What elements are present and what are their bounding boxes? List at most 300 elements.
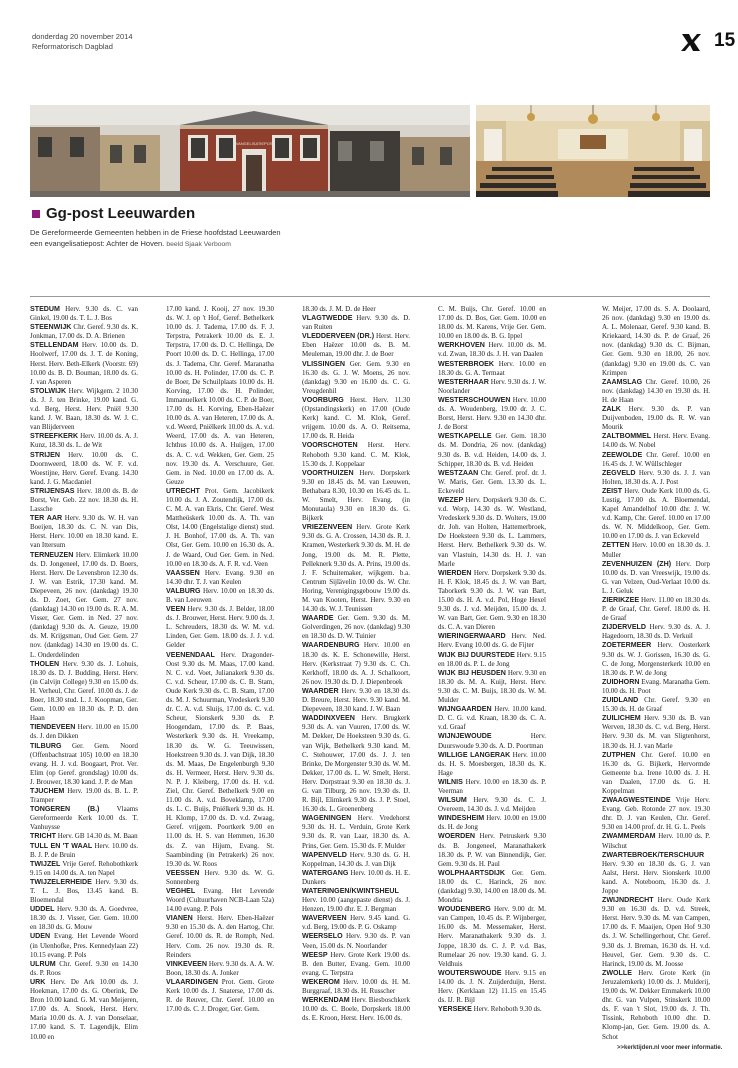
place-name: WIJNGAARDEN: [438, 705, 492, 714]
place-name: WAPENVELD: [302, 850, 347, 859]
place-name: VAASSEN: [166, 568, 200, 577]
service-times: Herv. 10.00 ds. D. Hoolwerf, 17.00 ds. J. T. de Koning, Herst. Herv. Beth-Elkerk (Voorstr. 69) 10.00 ds. B. D. Bouman, 18.00 ds. G. J. van Asperen: [30, 341, 138, 386]
listing-entry: [302, 614, 410, 641]
service-times: Herv. Biesboschkerk 10.00 ds. C. Boele, Dorpskerk 18.00 ds. E. Kroon, Herst. Herv. 16.00 ds.: [302, 996, 410, 1023]
place-name: ZWAMMERDAM: [602, 832, 656, 841]
service-times: Herv. 10.00 en 18.30 ds. G. A. Termaat: [438, 359, 546, 377]
listing-entry: [166, 487, 274, 569]
listing-entry: [30, 832, 138, 841]
service-times: Ger. Gem. Noord (Offenbachstraat 105) 10.00 en 18.30 evang. H. J. v.d. Boogaart, Prot. Ver. Elim (op Geref. grondslag) 10.00 ds. J. Brouwer, 18.30 kand. J. P. de Man: [30, 741, 138, 786]
listing-entry: [602, 623, 710, 641]
place-name: VOORTHUIZEN: [302, 468, 354, 477]
service-times: Ger. Gem. 9.30 en 16.30 ds. G. J. W. Moens, 26 nov. (dankdag) 9.30 en 16.00 ds. C. G. Vreugdenhil: [302, 359, 410, 395]
service-times: Vlaams Gereformeerde Kerk 10.00 ds. T. Vanhuysse: [30, 805, 138, 832]
building-photo: [30, 105, 470, 197]
service-times: Herv. De Ark 10.00 ds. J. Hoekman, 17.00 ds. G. Oberink, De Bron 10.00 kand. G. M. van Meijeren, 17.00 ds. A. Snoek, Herst. Herv. Maria 10.00 ds. A. J. van Donselaar, 17.00 kand. S. T. Lagendijk, Elim 10.00 en: [30, 977, 138, 1041]
listing-entry: [30, 432, 138, 450]
place-name: ZWOLLE: [602, 968, 632, 977]
place-name: TIENDEVEEN: [30, 723, 76, 732]
listing-column-4: [438, 305, 546, 1045]
service-times: Herv. 9.30 ds. P. van Duijvenboden, 19.00 ds. R. W. van Mourik: [602, 405, 710, 432]
listing-entry: [438, 869, 546, 905]
service-times: Herv. 9.30 ds. J. Belder, 18.00 ds. J. Brouwer, Herst. Herv. 9.00 ds. J. L. Schreuders, 18.30 ds. W. M. v.d. Linden, Ger. Gem. 18.00 ds. J. J. v.d. Gelder: [166, 605, 274, 650]
listing-entry: [166, 978, 274, 1014]
service-times: Herst. Herv. Eben-Haëzer 9.30 en 15.30 ds. A. den Hartog, Chr. Geref. 10.00 ds. R. de Romph, Ned. Herv. Com. 26 nov. 19.30 ds. R. Reinders: [166, 914, 274, 959]
service-times: Herv. Elimkerk 10.00 ds. D. Jongeneel, 17.00 ds. D. Boers, Herst. Herv. De Levensbron 12.30 ds. J. W. van Estrik, 17.30 kand. M. Diepeveen, 26 nov. (dankdag) 19.30 ds. D. Zoet, Ger. Gem. 27 nov. (dankdag) 14.30 en 19.00 ds. R. A. M. Visser, Ger. Gem. in Ned. 27 nov. (dankdag) 9.30 ds. A. Geuze, 19.00 ds. M. Krijgsman, Oud Ger. Gem. 27 nov. (dankdag) 14.30 en 19.00 ds. C. L. Onderdelinden: [30, 550, 138, 659]
listing-entry: [602, 641, 710, 677]
listing-entry: [302, 360, 410, 396]
service-times: Herv. 9.30 ds. W. G. Sonnenberg: [166, 868, 274, 886]
page-number: 15: [714, 30, 736, 51]
service-times: Herv. 9.30 ds. P. van Veen, 15.00 ds. N. Noorlander: [302, 932, 410, 950]
listing-entry: [30, 387, 138, 432]
listing-entry: [438, 496, 546, 569]
newspaper-name: Reformatorisch Dagblad: [32, 42, 113, 51]
listing-entry: [30, 341, 138, 386]
service-times: Herv. Ned. Herv. Evang 10.00 ds. G. de Fijter: [438, 632, 546, 650]
place-name: VLAGTWEDDE: [302, 314, 353, 323]
listing-entry: [302, 914, 410, 932]
listing-entry: [30, 323, 138, 341]
listing-entry: [30, 742, 138, 787]
listing-entry: [302, 932, 410, 950]
place-name: TERNEUZEN: [30, 550, 74, 559]
place-name: WESTKAPELLE: [438, 432, 492, 441]
service-times: Herv. 10.00 en 18.30 ds. B. van Leeuwen: [166, 586, 274, 604]
place-name: ZAAMSLAG: [602, 377, 643, 386]
listing-entry: [30, 960, 138, 978]
listing-entry: [438, 778, 546, 796]
listing-entry: [438, 651, 546, 669]
place-name: STREEFKERK: [30, 432, 79, 441]
place-name: ZWIJNDRECHT: [602, 896, 654, 905]
article-title: Gg-post Leeuwarden: [46, 205, 196, 222]
listing-entry: [166, 305, 274, 487]
place-name: WIJNJEWOUDE: [438, 732, 492, 741]
listing-entry: [302, 641, 410, 686]
service-times: Herv. Rehoboth 9.30 ds.: [473, 1005, 542, 1014]
service-times: Herv. 9.30 ds. W. H. van Boeijen, 18.30 ds. C. N. van Dis, Herst. Herv. 10.00 en 18.30 kand. E. van Ittersum: [30, 514, 138, 550]
service-times: Herv. 10.00 en 19.00 ds. H. de Jong: [438, 814, 546, 832]
listing-entry: [302, 523, 410, 614]
service-times: Herv. 10.00 en 18.30 ds. K. E. Schonewille, Herst. Herv. (Kerkstraat 7) 9.30 ds. C. Ch. Kerkhoff, 18.00 ds. A. J. Schalkoort, 26 nov. 19.30 ds. D. J. Diepenbroek: [302, 641, 410, 686]
service-times: Herv. Evang. 9.30 en 14.30 dhr. T. J. van Keulen: [166, 568, 274, 586]
listing-entry: [30, 487, 138, 514]
service-times: Ger. Gem. 18.00 ds. C. Harinck, 26 nov. (dankdag) 9.30, 14.00 en 18.00 ds. M. Mondria: [438, 868, 546, 905]
place-name: WEESP: [302, 950, 328, 959]
service-times: Herv. 9.30 en 18.30 ds. D. Breure, Herst. Herv. 9.30 kand. M. Diepeveen, 18.30 kand. J. W. Baan: [302, 686, 410, 714]
listing-entry: [438, 360, 546, 378]
listing-entry: [30, 514, 138, 550]
place-name: WIJK BIJ HEUSDEN: [438, 668, 506, 677]
service-times: Chr. Geref. prof. dr. J. W. Maris, Ger. Gem. 13.30 ds. L. Eckeveld: [438, 468, 546, 495]
listing-entry: [438, 751, 546, 778]
service-times: Herst. Herv. Evang. 14.00 ds. W. Nobel: [602, 432, 710, 450]
place-name: TWIJZELERHEIDE: [30, 877, 92, 886]
service-times: Herv. 10.00 ds. H. E. Dunkers: [302, 868, 410, 886]
place-name: VEEN: [166, 605, 186, 614]
service-times: Herv. Dorp 10.00 ds. D. van Vreeswijk, 19.00 ds. G. van Velzen, Oud-Verlaat 10.00 ds. L. J. Geluk: [602, 559, 710, 595]
listing-entry: [30, 723, 138, 741]
listing-entry: [602, 541, 710, 559]
place-name: WAARDENBURG: [302, 641, 360, 650]
listing-entry: [302, 332, 410, 359]
listing-entry: [602, 969, 710, 1042]
place-name: ZETTEN: [602, 541, 630, 550]
service-times: Herv. Duurswoude 9.30 ds. A. D. Poortman: [438, 732, 546, 750]
place-name: WOUTERSWOUDE: [438, 968, 502, 977]
listing-entry: [166, 569, 274, 587]
place-name: WERKENDAM: [302, 996, 350, 1005]
listing-entry: [438, 905, 546, 969]
listing-entry: [302, 978, 410, 996]
listing-entry: [438, 569, 546, 633]
listing-entry: [166, 960, 274, 978]
listing-column-2: [166, 305, 274, 1045]
listing-entry: [602, 469, 710, 487]
page-header: [30, 30, 736, 60]
service-times: Herv. 9.30 ds. A. Goedvree, 18.30 ds. J. Visser, Ger. Gem. 10.00 en 18.30 ds. G. Mouw: [30, 905, 138, 932]
listing-entry: [602, 451, 710, 469]
listing-entry: [166, 605, 274, 650]
service-times: Vrije Geref. Rehobothkerk 9.15 en 14.00 ds. A. ten Napel: [30, 859, 138, 877]
more-info-link[interactable]: >>kerktijden.nl voor meer informatie.: [617, 1045, 723, 1051]
place-name: ZEGVELD: [602, 468, 636, 477]
place-name: WIERDEN: [438, 568, 472, 577]
place-name: WESTERSCHOUWEN: [438, 395, 511, 404]
service-times: Herv. Wijkgem. 2 10.30 ds. J. J. ten Brinke, 19.00 kand. G. v.d. Berg, Herst. Herv. Pniël 9.30 kand. J. W. Baan, 18.30 ds. W. J. C. van Blijderveen: [30, 386, 138, 432]
listing-entry: [438, 705, 546, 732]
service-times: Herv. 19.00 ds. B. L. P. Tramper: [30, 786, 138, 805]
issue-date: donderdag 20 november 2014: [32, 32, 133, 41]
place-name: ZOETERMEER: [602, 641, 652, 650]
service-times: Herst. Herv. Rehoboth 9.30 kand. C. M. Klok, 15.30 ds. J. Koppelaar: [302, 441, 410, 468]
place-name: TJUCHEM: [30, 786, 65, 795]
place-name: WIERINGERWAARD: [438, 632, 506, 641]
photo-credit: beeld Sjaak Verboom: [166, 240, 231, 248]
service-times: Herv. 9.30 en 18.30 ds. G. J. van Aalst, Herst. Herv. Sionskerk 10.00 kand. A. Noteboom, 16.30 ds. J. Joppe: [602, 859, 710, 895]
photo-caption: [30, 228, 290, 250]
service-times: Herst. Herv. 11.30 (Opstandingskerk) en 17.00 (Oude Kerk) kand. C. M. Klok, Geref. vrijgem. 10.00 ds. A. O. Reitsema, 17.00 ds. R. Heida: [302, 395, 410, 441]
place-name: WILNIS: [438, 777, 463, 786]
listing-entry: [602, 405, 710, 432]
listing-entry: [30, 787, 138, 805]
listing-entry: [602, 596, 710, 623]
service-times: Herv. Dorpskerk 9.30 en 18.45 ds. M. van Leeuwen, Bethabara 8.30, 10.30 en 16.45 ds. L. W. Smelt, Herv. Evang. (in Monutaula) 9.30 en 18.30 ds. G. Bijkerk: [302, 468, 410, 523]
listing-entry: [30, 878, 138, 905]
place-name: VLAARDINGEN: [166, 977, 219, 986]
listing-entry: [602, 714, 710, 750]
service-times: Vrije Herv. Evang. Geb. Rotonde 27 nov. 19.30 dhr. D. J. van Keulen, Chr. Geref. 9.30 en 14.00 prof. dr. H. G. L. Peels: [602, 796, 710, 832]
service-times: Herv. 9.30 ds. J. W. Noorlander: [438, 377, 546, 395]
listing-entry: [438, 669, 546, 705]
service-times: Herv. Brugkerk 9.30 ds. A. van Vuuren, 17.00 ds. W. M. Dekker, De Hoeksteen 9.30 ds. G. van Wijk, Bethelkerk 9.30 kand. M. C. Stehouwer, 17.00 ds. J. J. ten Brinke, De Morgenster 9.30 ds. W. M. Dekker, 17.00 ds. L. W. Smelt, Herst. Herv. Dorpstraat 9.30 en 18.30 ds. J. G. van Tilburg, 26 nov. 19.30 ds. IJ. R. Bijl, Elimkerk 9.30 ds. J. P. Stoel, 16.30 ds. L. Groenenberg: [302, 714, 410, 814]
place-name: VEENENDAAL: [166, 650, 215, 659]
place-name: WILLIGE LANGERAK: [438, 750, 511, 759]
place-name: ZUIDLAND: [602, 696, 639, 705]
service-times: Herv. 9.30 ds. A. J. Hagedoorn, 18.30 ds. D. Verkuil: [602, 623, 710, 641]
listing-entry: [602, 432, 710, 450]
place-name: VRIEZENVEEN: [302, 523, 353, 532]
service-times: Herv. 9.45 kand. G. v.d. Berg, 19.00 ds. P. G. Oskamp: [302, 914, 410, 932]
place-name: ULRUM: [30, 959, 56, 968]
service-times: Prot. Gem. Jacobikerk 10.00 ds. J. A. Zoutendijk, 17.00 ds. C. M. A. van Ekris, Chr. Geref. West Mattheüskerk 10.00 ds. A. Th. van Olst, 14.00 (Engelstalige dienst) stud. J. H. Bonhof, 17.00 ds. A. Th. van Olst, Ger. Gem. 10.00 en 16.30 ds. A. J. de Waard, Oud Ger. Gem. in Ned. 10.00 en 18.30 ds. A. F. R. v.d. Veen: [166, 486, 274, 568]
listing-entry: [438, 1005, 546, 1014]
place-name: VOORSCHOTEN: [302, 441, 358, 450]
listing-column-1: [30, 305, 138, 1045]
place-name: THOLEN: [30, 659, 60, 668]
service-times: Herv. 9.15 en 18.00 ds. P. L. de Jong: [438, 650, 546, 668]
listing-entry: [438, 396, 546, 432]
service-times: Herv. GB 14.30 ds. M. Baan: [57, 832, 138, 841]
listing-entry: [602, 696, 710, 714]
listing-entry: [302, 687, 410, 714]
place-name: WAARDER: [302, 686, 339, 695]
service-times: Herv. Dorpskerk 9.30 ds. H. F. Klok, 18.45 ds. J. W. van Bart, Taborkerk 9.30 ds. J. W. van Bart, 15.00 ds. H. A. v.d. Pol, Hoge Hexel 9.30 ds. J. v.d. Meijden, 15.00 ds. J. W. van Bart, Ger. Gem. 9.30 en 18.30 ds. C. A. van Dieren: [438, 568, 546, 632]
listing-entry: [30, 551, 138, 660]
place-name: STEENWIJK: [30, 323, 72, 332]
service-times: 17.00 kand. J. Kooij, 27 nov. 19.30 ds. W. J. op 't Hof, Geref. Bethelkerk 10.00 ds. J. Tadema, 17.00 ds. F. J. Terpstra, Petrakerk 10.00 ds. E. J. Terpstra, 17.00 ds. D. C. Hellinga, De Poort 10.00 ds. D. C. Hellinga, 17.00 ds. J. Tadema, Chr. Geref. Maranatha 10.00 ds. H. Polinder, 17.00 ds. C. P. de Boer, De Schuilplaats 10.00 ds. H. Korving, 17.00 ds. H. Polinder, Immanuelkerk 10.00 ds. C. P. de Boer, 17.00 ds. H. Korving, Eben-Haëzer 10.00 ds. A. van Heteren, 17.00 ds. A. v.d. Weerd, Pniëlkerk 10.00 ds. A. v.d. Weerd, 17.00 ds. A. van Heteren, Ichthus 10.00 ds. A. Huijgen, 17.00 ds. A. C. v.d. Wekken, Ger. Gem. 25 nov. 19.30 ds. A. Verschuure, Ger. Gem. in Ned. 10.00 en 17.00 ds. A. Geuze: [166, 305, 274, 486]
service-times: Herv. Oosterkerk 9.30 ds. W. J. Gorissen, 16.30 ds. G. C. de Jong, Morgensterkerk 10.00 en 18.30 ds. P. W. de Jong: [602, 641, 710, 677]
listing-entry: [302, 469, 410, 524]
place-name: WINDESHEIM: [438, 814, 485, 823]
place-name: WOERDEN: [438, 832, 476, 841]
service-times: Herv. 9.30 ds. C. J. Overeem, 14.30 ds. J. v.d. Meijden: [438, 796, 546, 814]
place-name: WOUDENBERG: [438, 905, 491, 914]
service-times: Chr. Geref. 10.00, 26 nov. (dankdag) 14.30 en 19.30 ds. H. H. de Haan: [602, 377, 710, 404]
listing-column-3: [302, 305, 410, 1045]
place-name: WAGENINGEN: [302, 814, 352, 823]
listing-entry: [302, 396, 410, 441]
place-name: STEDUM: [30, 305, 60, 313]
service-times: Herv. 10.00 ds. C. Doornweerd, 18.00 ds. W. F. v.d. Woestijne, Herv. Geref. Evang. 14.30 kand. J. G. Macdaniel: [30, 450, 138, 486]
service-times: Herv. Grote Kerk 9.30 ds. G. A. Crossen, 14.30 ds. R. J. Kramen, Westerkerk 9.30 ds. M. H. de Jong, 19.00 ds. M. R. Plette, Pelleknerk 9.30 ds. A. Prins, 19.00 ds. J. F. Schuitemaker, wijkgem. b.a. Centrum Sijlävelin 10.00 ds. W. Chr. Horing, Verenigingsgebouw 19.00 ds. M. van Kooten, Herst. Herv. 9.30 en 14.30 ds. W. J. Teunissen: [302, 523, 410, 614]
service-times: Herv. 10.00 ds. A. J. Kunz, 18.30 ds. L. de Wit: [30, 432, 138, 450]
place-name: ZEIST: [602, 486, 623, 495]
place-name: WEKEROM: [302, 977, 340, 986]
place-name: STRIJEN: [30, 450, 60, 459]
service-times: Chr. Geref. 10.00 en 16.45 ds. J. W. Wüllschleger: [602, 450, 710, 468]
place-name: ZIERIKZEE: [602, 596, 640, 604]
listing-entry: [30, 932, 138, 959]
place-name: URK: [30, 977, 46, 986]
place-name: ZIJDERVELD: [602, 623, 647, 632]
listing-entry: [602, 851, 710, 896]
listing-entry: [166, 587, 274, 605]
listing-entry: [438, 796, 546, 814]
place-name: WIJK BIJ DUURSTEDE: [438, 650, 515, 659]
place-name: WESTZAAN: [438, 468, 479, 477]
place-name: WAVERVEEN: [302, 914, 347, 923]
listing-entry: [438, 378, 546, 396]
service-times: Herv. 9.30 ds. C. van Ginkel, 19.00 ds. T. L. J. Bos: [30, 305, 138, 323]
place-name: VINKEVEEN: [166, 959, 207, 968]
place-name: WEZEP: [438, 495, 464, 504]
service-times: Herst. Herv. Eben Haëzer 10.00 ds. B. M. Meuleman, 19.00 dhr. J. de Boer: [302, 332, 410, 359]
service-times: Herv. 9.30 ds. J. Lohuis, 18.30 ds. D. J. Budding, Herst. Herv. (in Calvijn College) 9.30 en 15.00 ds. H. Verheul, Chr. Geref. 10.00 ds. J. de Boer, 18.30 stud. L. J. Koopman, Ger. Gem. 10.00 en 18.30 ds. P. D. den Haan: [30, 659, 138, 723]
listing-entry: [602, 487, 710, 542]
listing-entry: [30, 978, 138, 1042]
article-title-row: [30, 205, 470, 227]
listing-entry: [602, 896, 710, 969]
listing-entry: [438, 305, 546, 341]
place-name: WAARDE: [302, 614, 334, 623]
listing-entry: [166, 651, 274, 869]
rd-x-logo-icon: [680, 32, 702, 52]
place-name: STRIJENSAS: [30, 486, 75, 495]
place-name: VLEDDERVEEN (DR.): [302, 332, 375, 341]
service-times: Herv. 10.00 en 15.00 ds. J. den Dikken: [30, 723, 138, 741]
listing-entry: [438, 432, 546, 468]
service-times: Herv. Dorpskerk 9.30 ds. C. v.d. Worp, 14.30 ds. W. Westland, Vredeskerk 9.30 ds. D. Wolters, 19.00 dr. Joh. van Holten, Hattemerbroek, De Hoeksteen 9.30 ds. L. Lammers, Herst. Herv. Bethelkerk 9.30 ds. W. van Vlastuin, 14.30 ds. H. J. van Marle: [438, 495, 546, 568]
service-times: Herv. 9.30 ds. A. A. W. Boon, 18.30 ds. A. Jonker: [166, 959, 274, 977]
place-name: ZUIDHORN: [602, 677, 640, 686]
listing-entry: [602, 751, 710, 796]
place-name: ZALTBOMMEL: [602, 432, 652, 441]
service-times: Herv. 9.30 ds. T. L. J. Bos, 13.45 kand. B. Bloemendal: [30, 877, 138, 905]
place-name: ZUILICHEM: [602, 714, 641, 723]
place-name: WADDINXVEEN: [302, 714, 355, 723]
service-times: Chr. Geref. 9.30 ds. K. Jonkman, 17.00 ds. D. A. Brienen: [30, 323, 138, 341]
interior-photo: [476, 105, 710, 197]
place-name: TONGEREN (B.): [30, 805, 100, 814]
service-times: Herv. Oude Kerk 9.30 en 16.30 ds. D. v.d. Streek, Herst. Herv. 9.30 ds. M. van Campen, 17.00 ds. F. Maaijen, Open Hof 9.30 ds. J. W. Schellingerhout, Chr. Geref. 9.30 ds. J. Breman, 16.30 ds. H. v.d. Heuvel, Ger. Gem. 9.30 ds. C. Harinck, 19.00 ds. M. Joosse: [602, 896, 710, 968]
listing-entry: [302, 814, 410, 850]
place-name: ZEVENHUIZEN (ZH): [602, 559, 672, 568]
caption-text: De Gereformeerde Gemeenten hebben in de Friese hoofdstad Leeuwarden een evangelisatiepost: Achter de Hoven.: [30, 228, 281, 248]
listing-entry: [602, 832, 710, 850]
listing-entry: [30, 842, 138, 860]
place-name: ZWAAGWESTEINDE: [602, 796, 671, 805]
place-name: WOLPHAARTSDIJK: [438, 868, 505, 877]
listing-entry: [166, 869, 274, 887]
title-marker: [32, 210, 40, 218]
listing-entry: [302, 951, 410, 978]
listing-entry: [602, 678, 710, 696]
service-times: Herv. 10.00 ds. H. S. Moesbergen, 18.30 ds. K. Hage: [438, 750, 546, 777]
service-times: Herv. 10.00 ds. P. Wilschut: [602, 832, 710, 850]
place-name: WESTERHAAR: [438, 377, 489, 386]
service-times: Herv. 10.00 ds. A. Woudenberg, 19.00 dr. J. C. Borst, Herst. Herv. 9.30 en 14.30 dhr. J. de Borst: [438, 395, 546, 432]
place-name: WILSUM: [438, 796, 467, 805]
listing-entry: [602, 305, 710, 378]
section-divider: [30, 296, 710, 297]
place-name: YERSEKE: [438, 1005, 472, 1014]
listing-entry: [30, 660, 138, 724]
place-name: WATERINGEN/KWINTSHEUL: [302, 887, 399, 895]
listing-entry: [602, 560, 710, 596]
listing-entry: [438, 632, 546, 650]
service-times: Herv. Dragonder-Oost 9.30 ds. M. Maas, 17.00 kand. N. C. v.d. Voet, Julianakerk 9.30 ds. C. v.d. Scheur, 17.00 ds. C. B. Stam, Oude Kerk 9.30 ds. C. B. Stam, 17.00 ds. M. J. Schuurman, Vredeskerk 9.30 dr. C. A. v.d. Sluijs, 17.00 ds. C. v.d. Scheur, Sionskerk 9.30 ds. P. Hoogendam, 17.00 ds. P. Baas, Westerkerk 9.30 ds. H. Vreekamp, 18.30 ds. W. G. Teeuwissen, Hoekstreen 9.30 ds. J. van Dijk, 18.30 ds. M. Maas, De Engelenburgh 9.30 ds. H. Vermeer, Herst. Herv. 9.30 ds. N. P. J. Kleiberg, 17.00 ds. H. v.d. Ziel, Chr. Geref. Bethelkerk 9.00 en 11.00 ds. A. v.d. Boveklamp, 17.00 ds. L. C. Buijs, Pniëlkerk 9.30 ds. H. H. Klomp, 17.00 ds. D. v.d. Zwaag, Geref. vrijgem. Poortkerk 9.00 en 11.00 ds. H. S. van Hemmen, 16.30 ds. Z. van Hijum, Evang. St. Saambinding (in Petrakerk) 26 nov. 19.30 ds. W. Roos: [166, 650, 274, 868]
place-name: TULL EN 'T WAAL: [30, 841, 93, 850]
place-name: STOLWIJK: [30, 386, 67, 395]
service-times: Herv. Grote Kerk (in Jeruzalemkerk) 10.00 ds. J. Mulderij, 19.00 ds. W. Dekker Emmakerk 10.00 dhr. G. van Vulpen, Stinskerk 10.00 ds. F. van 't Slot, 19.00 ds. J. Th. Tissink, Rehoboth 10.00 dhr. D. Klomp-jan, Ger. Gem. 19.00 ds. A. Schot: [602, 968, 710, 1041]
listing-entry: [30, 805, 138, 832]
listing-entry: [302, 305, 410, 314]
place-name: ZALK: [602, 405, 621, 414]
service-times: Herv. 10.00 ds. B. J. P. de Bruin: [30, 841, 138, 859]
place-name: TWIJZEL: [30, 859, 61, 868]
listing-entry: [302, 441, 410, 468]
service-times: Evang. Het Levende Woord (Cultuurhaven NCB-Laan 52a) 14.00 evang. P. Pols: [166, 887, 274, 914]
place-name: WESTERBROEK: [438, 359, 494, 368]
listing-entry: [302, 714, 410, 814]
listing-entry: [30, 860, 138, 878]
service-times: Herv. 9.30 ds. J. J. van Holten, 18.30 ds. A. J. Post: [602, 468, 710, 486]
building-sign: EVANGELISATIEPOST: [233, 141, 275, 146]
service-times: Herv. 9.30 ds. G. H. Koppelman, 14.30 ds. J. van Dijk: [302, 850, 410, 868]
listing-entry: [602, 796, 710, 832]
place-name: ZEEWOLDE: [602, 450, 643, 459]
listing-entry: [30, 451, 138, 487]
service-times: Herv. 10.00 ds. H. M. Burggraaf, 18.30 ds. H. Russcher: [302, 977, 410, 996]
place-name: STELLENDAM: [30, 341, 79, 350]
service-times: Herv. 10.00 kand. D. C. G. v.d. Kraan, 18.30 ds. C. A. v.d. Graaf: [438, 705, 546, 732]
listing-entry: [166, 887, 274, 914]
place-name: VEESSEN: [166, 868, 200, 877]
service-times: Herv. 9.00 dr. M. van Campen, 10.45 ds. P. Wijnberger, 16.00 ds. M. Messemaker, Herst. Herv. Maranathakerk 9.30 ds. J. Joppe, 18.30 ds. C. J. P. v.d. Bas, Rumelaar 26 nov. 19.30 kand. G. J. Veldhuis: [438, 905, 546, 968]
listing-entry: [438, 832, 546, 868]
place-name: ZWARTEBROEK/TERSCHUUR: [602, 850, 705, 859]
service-times: Herv. Petruskerk 9.30 ds. B. Jongeneel, Maranathakerk 18.30 ds. P. W. van Binnendijk, Ger. Gem. 9.30 ds. H. Paul: [438, 832, 546, 868]
church-interior-illustration: [476, 105, 710, 197]
place-name: TRICHT: [30, 832, 57, 841]
service-times: Chr. Geref. 9.30 en 15.30 ds. H. de Graaf: [602, 696, 710, 714]
service-times: Herv. 11.00 en 18.30 ds. P. de Graaf, Chr. Geref. 18.00 ds. H. de Graaf: [602, 596, 710, 623]
place-name: WEERSELO: [302, 932, 343, 941]
service-times: Herv. 10.00 en 18.30 ds. P. Veerman: [438, 777, 546, 795]
listing-entry: [302, 887, 410, 914]
service-times: W. Meijer, 17.00 ds. S. A. Doolaard, 26 nov. (dankdag) 9.30 en 19.00 ds. A. L. Molenaar, Geref. 9.30 kand. B. Kriekaard, 14.30 ds. P. de Graaf, 26 nov. (dankdag) 9.30 ds. C. Bijman, Ger. Gem. 9.30 en 18.00, 26 nov. (dankdag) 9.30 en 19.00 ds. C. van Krimpen: [602, 305, 710, 377]
service-times: Herv. 9.30 en 18.30 ds. M. A. Kuijt, Herst. Herv. 9.30 ds. C. M. Buijs, 18.30 ds. W. M. Mulder: [438, 668, 546, 705]
listing-entry: [30, 905, 138, 932]
service-times: Ger. Gem. 9.30 ds. M. Golverdingen, 26 nov. (dankdag) 9.30 en 18.30 ds. D. W. Tuinier: [302, 614, 410, 641]
listing-entry: [302, 851, 410, 869]
listing-entry: [602, 378, 710, 405]
service-times: 18.30 ds. J. M. D. de Heer: [302, 305, 376, 313]
listing-entry: [438, 969, 546, 1005]
place-name: VIANEN: [166, 914, 193, 923]
place-name: ZUTPHEN: [602, 750, 636, 759]
service-times: Ger. Gem. 18.30 ds. M. Dondria, 26 nov. (dankdag) 9.30 ds. B. v.d. Heiden, 14.00 ds. J. Schipper, 18.30 ds. B. v.d. Heiden: [438, 432, 546, 468]
service-times: Herv. Oude Kerk 10.00 ds. G. Lustig, 17.00 ds. A. Bloemendal, Kapel Amandelhof 10.00 dhr. J. W. v.d. Kamp, Chr. Geref. 10.00 en 17.00 ds. W. N. Middelkoop, Ger. Gem. 10.00 en 17.00 ds. J. van Eckeveld: [602, 486, 710, 541]
place-name: UDEN: [30, 932, 51, 941]
place-name: UDDEL: [30, 905, 55, 914]
place-name: VEGHEL: [166, 887, 196, 895]
place-name: TILBURG: [30, 741, 62, 750]
place-name: VLISSINGEN: [302, 359, 345, 368]
place-name: UTRECHT: [166, 486, 200, 495]
place-name: WATERGANG: [302, 868, 349, 877]
listing-entry: [302, 314, 410, 332]
service-times: Evang. Maranatha Gem. 10.00 ds. H. Poot: [602, 677, 710, 695]
listing-entry: [438, 732, 546, 750]
place-name: VOORBURG: [302, 395, 344, 404]
listing-entry: [438, 814, 546, 832]
service-times: Chr. Geref. 9.30 en 14.30 ds. P. Roos: [30, 959, 138, 977]
building-illustration: [30, 105, 470, 197]
service-times: Herv. Vredehorst 9.30 ds. H. L. Verduin, Grote Kerk 9.30 ds. R. van Laar, 18.30 ds. A. Prins, Ger. Gem. 15.30 ds. F. Mulder: [302, 814, 410, 850]
service-times: Evang. Het Levende Woord (in Ulenhofke, Pres. Kennedylaan 22) 10.15 evang. P. Pols: [30, 932, 138, 959]
service-times: Herv. 10.00 en 18.30 ds. J. Muller: [602, 541, 710, 559]
service-times: Herv. 10.00 (aangepaste dienst) ds. J. Henzen, 19.00 dhr. E. J. Bergman: [302, 896, 410, 914]
listing-entry: [30, 305, 138, 323]
service-times: Prot. Gem. Grote Kerk 10.00 ds. J. Snaterse, 17.00 ds. R. de Reuver, Chr. Geref. 10.00 en 17.00 ds. C. J. Droger, Ger. Gem.: [166, 977, 274, 1014]
service-times: Herv. 9.30 ds. B. van Werven, 18.30 ds. C. v.d. Berg, Herst. Herv. 9.30 ds. M. van Sligtenhorst, 18.30 ds. H. J. van Marle: [602, 714, 710, 750]
listing-entry: [438, 341, 546, 359]
service-times: Herv. 18.00 ds. B. de Borst, Ver. Geb. 22 nov. 18.30 ds. H. Lassche: [30, 486, 138, 514]
listing-entry: [302, 996, 410, 1023]
